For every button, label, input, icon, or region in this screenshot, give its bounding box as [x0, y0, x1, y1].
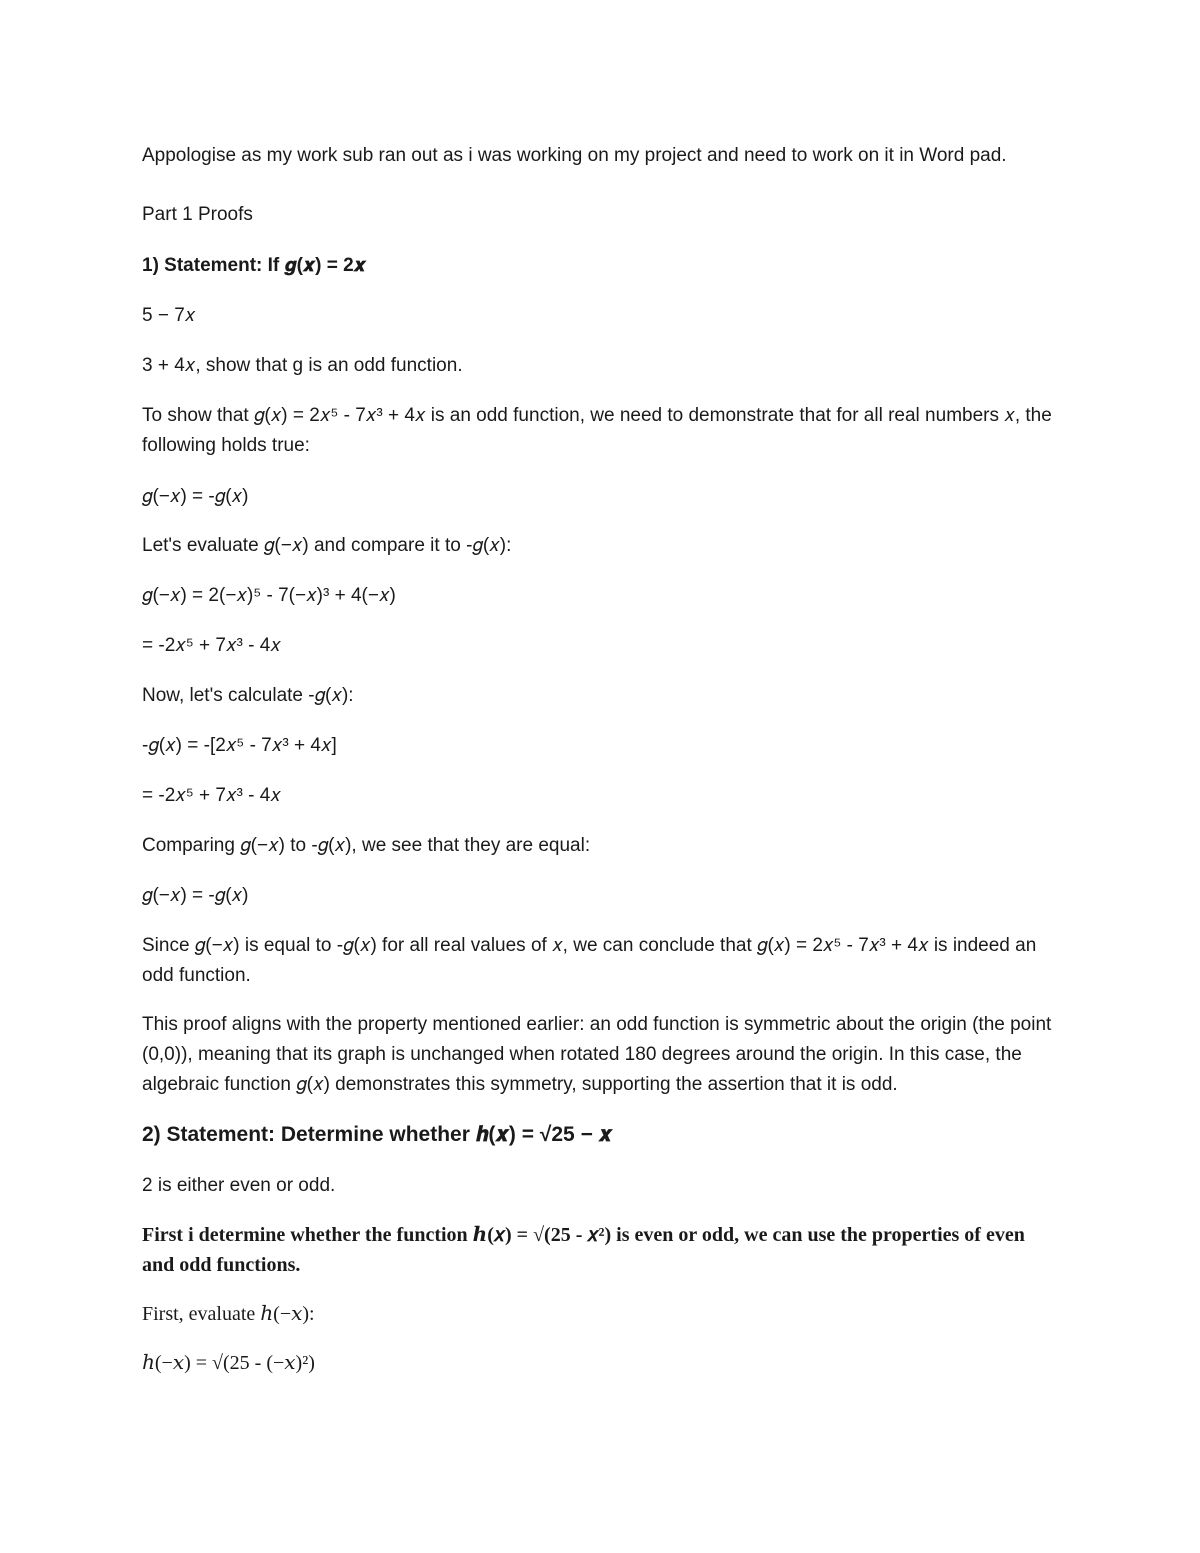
statement-1-cont-b: 3 + 4𝑥, show that g is an odd function.	[142, 355, 463, 376]
odd-condition: 𝑔(−𝑥) = -𝑔(𝑥)	[142, 486, 249, 507]
comparison: Comparing 𝑔(−𝑥) to -𝑔(𝑥), we see that they are equal:	[142, 835, 591, 856]
neg-g-expansion: -𝑔(𝑥) = -[2𝑥⁵ - 7𝑥³ + 4𝑥]	[142, 735, 337, 756]
symmetry-note: This proof aligns with the property mentioned earlier: an odd function is symmetric about the origin (the point (0,0)), meaning that its graph is unchanged when rotated 180 degrees around the origin. In this case, the algebraic function 𝑔(𝑥) demonstrates this symmetry, supporting the assertion that it is odd.	[142, 1014, 1052, 1095]
neg-g-result: = -2𝑥⁵ + 7𝑥³ - 4𝑥	[142, 785, 281, 806]
statement-2-cont: 2 is either even or odd.	[142, 1175, 336, 1196]
equality: 𝑔(−𝑥) = -𝑔(𝑥)	[142, 885, 249, 906]
statement-1-cont-a: 5 − 7𝑥	[142, 305, 196, 326]
part-heading: Part 1 Proofs	[142, 204, 253, 225]
proof-intro: To show that 𝑔(𝑥) = 2𝑥⁵ - 7𝑥³ + 4𝑥 is an odd function, we need to demonstrate that for all real numbers 𝑥, the following holds true:	[142, 405, 1052, 456]
intro-apology: Appologise as my work sub ran out as i was working on my project and need to work on it in Word pad.	[142, 145, 1007, 166]
g-neg-x-result: = -2𝑥⁵ + 7𝑥³ - 4𝑥	[142, 635, 281, 656]
evaluate-step: Let's evaluate 𝑔(−𝑥) and compare it to -𝑔(𝑥):	[142, 535, 512, 556]
conclusion: Since 𝑔(−𝑥) is equal to -𝑔(𝑥) for all real values of 𝑥, we can conclude that 𝑔(𝑥) = 2𝑥⁵ - 7𝑥³ + 4𝑥 is indeed an odd function.	[142, 935, 1037, 986]
part-2-intro: First i determine whether the function ℎ(𝑥) = √(25 - 𝑥²) is even or odd, we can use the properties of even and odd functions.	[142, 1224, 1025, 1276]
statement-1: 1) Statement: If 𝒈(𝒙) = 2𝒙	[142, 255, 366, 276]
h-neg-x-expansion: ℎ(−𝑥) = √(25 - (−𝑥)²)	[142, 1352, 315, 1374]
g-neg-x-expansion: 𝑔(−𝑥) = 2(−𝑥)⁵ - 7(−𝑥)³ + 4(−𝑥)	[142, 585, 396, 606]
evaluate-h-step: First, evaluate ℎ(−𝑥):	[142, 1303, 315, 1325]
statement-2: 2) Statement: Determine whether 𝒉(𝒙) = √25 − 𝒙	[142, 1123, 613, 1146]
calculate-neg-g: Now, let's calculate -𝑔(𝑥):	[142, 685, 354, 706]
